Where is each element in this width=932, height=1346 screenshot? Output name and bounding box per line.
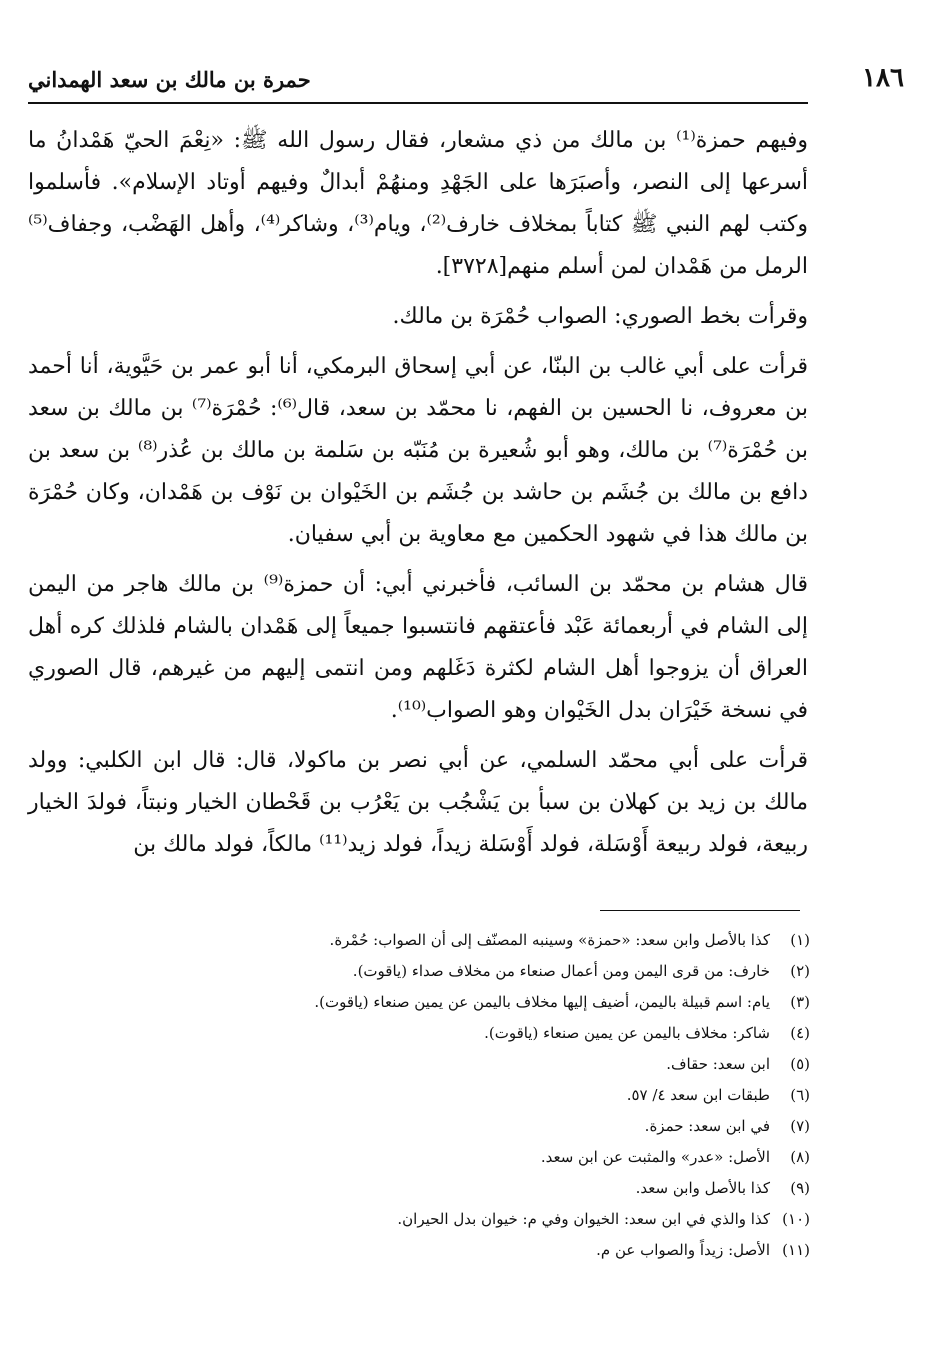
footnote-number: (٨) bbox=[790, 1148, 810, 1166]
footnote-number: (٥) bbox=[790, 1055, 810, 1073]
footnote-text: طبقات ابن سعد ٤/ ٥٧. bbox=[626, 1086, 770, 1104]
running-head bbox=[28, 62, 904, 102]
footnote bbox=[200, 1142, 810, 1173]
footnote-text: كذا بالأصل وابن سعد. bbox=[635, 1179, 770, 1197]
paragraph: قال هشام بن محمّد بن السائب، فأخبرني أبي: أن حمزة⁽⁹⁾ بن مالك هاجر من اليمن إلى الشام في أربعمائة عَبْد فأعتقهم فانتسبوا جميعاً إلى هَمْدان بالشام فلذلك كره أهل العراق أن يزوجوا أهل الشام لكثرة دَغَلهم ومن انتمى إليهم من غيرهم، قال الصوري في نسخة خَيْرَان بدل الخَيْوان وهو الصواب⁽¹⁰⁾. bbox=[28, 572, 808, 723]
paragraph: قرأت على أبي محمّد السلمي، عن أبي نصر بن ماكولا، قال: قال ابن الكلبي: وولد مالك بن زيد بن كهلان بن سبأ بن يَشْجُب بن يَعْرُب بن قَحْطان الخيار ونبتاً، فولدَ الخيار ربيعة، فولد ربيعة أَوْسَلة، فولد أَوْسَلة زيداً، فولد زيد⁽¹¹⁾ مالكاً، فولد مالك بن bbox=[28, 748, 808, 857]
footnote bbox=[200, 1049, 810, 1080]
footnote-number: (٤) bbox=[790, 1024, 810, 1042]
footnote-number: (٩) bbox=[790, 1179, 810, 1197]
footnote bbox=[200, 1018, 810, 1049]
footnote-number: (١١) bbox=[782, 1241, 810, 1259]
footnote bbox=[200, 1080, 810, 1111]
footnote-text: في ابن سعد: حمزة. bbox=[644, 1117, 770, 1135]
footnote-text: الأصل: زيداً والصواب عن م. bbox=[596, 1241, 770, 1259]
footnote-text: كذا والذي في ابن سعد: الخيوان وفي م: خيوان بدل الحيران. bbox=[397, 1210, 770, 1228]
footnotes bbox=[200, 925, 810, 1266]
footnote-text: ابن سعد: حقاف. bbox=[666, 1055, 770, 1073]
footnote-text: الأصل: «عدر» والمثبت عن ابن سعد. bbox=[540, 1148, 770, 1166]
footnote-text: يام: اسم قبيلة باليمن، أضيف إليها مخلاف باليمن عن يمين صنعاء (ياقوت). bbox=[314, 993, 770, 1011]
footnote bbox=[200, 1235, 810, 1266]
footnote bbox=[200, 1111, 810, 1142]
footnote-number: (١) bbox=[790, 931, 810, 949]
paragraph: قرأت على أبي غالب بن البنّا، عن أبي إسحاق البرمكي، أنا أبو عمر بن حَيَّوية، أنا أحمد بن معروف، نا الحسين بن الفهم، نا محمّد بن سعد، قال⁽⁶⁾: حُمْرَة⁽⁷⁾ بن مالك بن سعد بن حُمْرَة⁽⁷⁾ بن مالك، وهو أبو شُعيرة بن مُنَبّه بن سَلمة بن مالك بن عُذر⁽⁸⁾ بن سعد بن دافع بن مالك بن جُشَم بن حاشد بن جُشَم بن الخَيْوان بن نَوْف بن هَمْدان، وكان حُمْرَة بن مالك هذا في شهود الحكمين مع معاوية بن أبي سفيان. bbox=[28, 354, 809, 547]
page-number: ١٨٦ bbox=[862, 63, 904, 93]
main-text bbox=[28, 120, 808, 874]
footnote bbox=[200, 1173, 810, 1204]
footnote-text: خارف: من قرى اليمن ومن أعمال صنعاء من مخلاف صداء (ياقوت). bbox=[352, 962, 770, 980]
paragraph: وفيهم حمزة⁽¹⁾ بن مالك من ذي مشعار، فقال رسول الله ﷺ: «نِعْمَ الحيّ هَمْدانُ ما أسرعها إلى النصر، وأصبَرَها على الجَهْدِ ومنهُمْ أبدالٌ وفيهم أوتاد الإسلام». فأسلموا وكتب لهم النبي ﷺ كتاباً بمخلاف خارف⁽²⁾، ويام⁽³⁾، وشاكر⁽⁴⁾، وأهل الهَضْب، وجفاف⁽⁵⁾ الرمل من هَمْدان لمن أسلم منهم[٣٧٢٨]. bbox=[28, 128, 808, 279]
footnote-number: (٦) bbox=[790, 1086, 810, 1104]
footnote-number: (٧) bbox=[790, 1117, 810, 1135]
running-title: حمرة بن مالك بن سعد الهمداني bbox=[28, 67, 311, 92]
footnote bbox=[200, 956, 810, 987]
footnote-text: كذا بالأصل وابن سعد: «حمزة» وسينبه المصنّف إلى أن الصواب: حُمْرة. bbox=[329, 931, 770, 949]
footnote-number: (٣) bbox=[790, 993, 810, 1011]
footnote-text: شاكر: مخلاف باليمن عن يمين صنعاء (ياقوت). bbox=[484, 1024, 770, 1042]
footnote bbox=[200, 925, 810, 956]
paragraph: وقرأت بخط الصوري: الصواب حُمْرَة بن مالك. bbox=[392, 304, 808, 329]
footnote bbox=[200, 987, 810, 1018]
footnote-number: (٢) bbox=[790, 962, 810, 980]
footnote-rule bbox=[600, 910, 800, 911]
footnote-number: (١٠) bbox=[782, 1210, 810, 1228]
header-rule bbox=[28, 102, 808, 104]
footnote bbox=[200, 1204, 810, 1235]
